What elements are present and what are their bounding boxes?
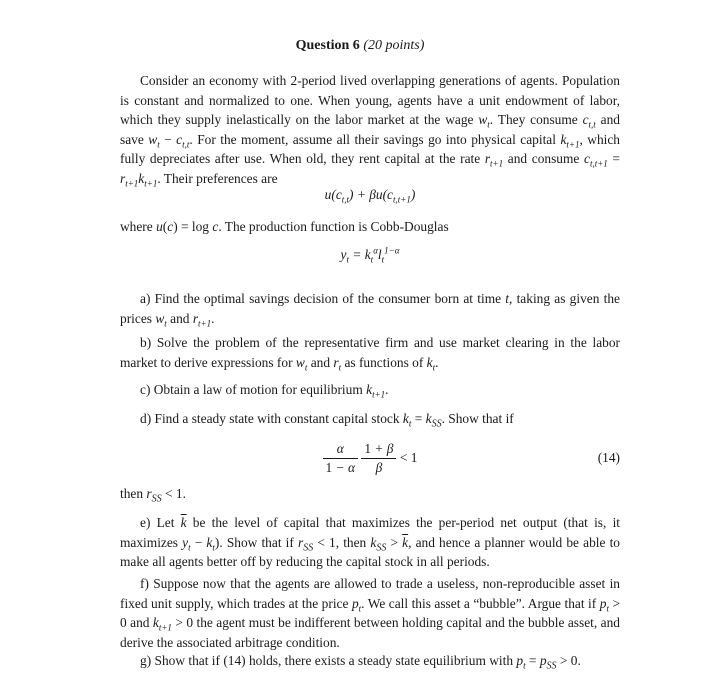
equation-number: (14) xyxy=(597,450,620,465)
intro-text: . For the moment, assume all their savings go into physical capital xyxy=(189,131,561,147)
intro-paragraph: Consider an economy with 2-period lived overlapping generations of agents. Population is constant and normalized to one. When young, agents have a unit endowment of labor, which they supply inelastically on the labor market at the wage $w_t$. They consume $c_{t,t}$ and save $w_t - c_{t,t}$. For the moment, assume all their savings go into physical capital $k_{t+1}$, which fully depreciates after use. When old, they rent capital at the rate $r_{t+1}$ and consume $c_{t,t+1} = r_{t+1}k_{t+1}$. Their preferences are xyxy=(120,73,621,189)
part-c: c) Obtain a law of motion for equilibrium $k_{t+1}$. xyxy=(140,382,389,400)
part-a-text: and xyxy=(166,310,193,326)
part-c-label: c) xyxy=(140,382,151,397)
intro-text: . Their preferences are xyxy=(157,170,278,186)
part-e-text: , and hence a planner would be able to make all agents better off by reducing the capital stock in all periods. xyxy=(120,534,620,570)
part-b-text: and xyxy=(307,354,334,370)
beta-fraction: $\frac{1 + \beta}{\beta}$ xyxy=(361,440,396,477)
question-label: Question 6 xyxy=(295,38,360,53)
alpha-fraction: $\frac{\alpha}{1 - \alpha}$ xyxy=(323,440,358,477)
question-title xyxy=(0,36,720,56)
part-f-text: and xyxy=(126,615,153,631)
part-f-text: the agent must be indifferent between holding capital and the bubble asset, and derive the associated arbitrage condition. xyxy=(120,615,620,650)
then-text-part: . xyxy=(182,486,186,501)
then-text: then $r_{SS} < 1$. xyxy=(120,486,186,505)
part-b-text: as functions of xyxy=(341,354,427,370)
intro-text: , which fully depreciates after use. When old, they rent capital at the rate xyxy=(120,131,620,167)
intro-text: and save xyxy=(120,112,621,147)
part-g-label: g) xyxy=(140,653,152,668)
production-equation: $y_t = k_t^\alpha l_t^{1-\alpha}$ xyxy=(340,245,400,265)
part-e: e) Let $\overline{k}$ be the level of capital that maximizes the per-period net output (that is, it maximizes $y_t - k_t$). Show that if $r_{SS} < 1$, then $k_{SS} > \overline{k}$, and hence a planner would be able to make all agents better off by reducing the capital stock in all periods. xyxy=(120,515,621,570)
condition-equation: $\frac{\alpha}{1 - \alpha}$ $\frac{1 + \beta}{\beta}$ < 1 (14) xyxy=(120,438,620,478)
intro-text: . They consume xyxy=(489,112,583,128)
part-e-text: Let xyxy=(150,515,181,530)
part-a-text: , taking as given the prices xyxy=(120,291,620,326)
part-b-label: b) xyxy=(140,335,152,350)
part-d-text: Find a steady state with constant capital stock xyxy=(151,411,403,426)
part-g: g) Show that if (14) holds, there exists a steady state equilibrium with $p_t = p_{SS} > 0$. xyxy=(140,653,581,672)
part-e-text: ). Show that if xyxy=(214,534,298,550)
part-c-text: Obtain a law of motion for equilibrium xyxy=(150,382,367,397)
then-text-part: then xyxy=(120,486,147,501)
where-text: where xyxy=(120,219,157,234)
part-e-text: be the level of capital that maximizes the per-period net output (that is, it maximizes xyxy=(120,515,621,550)
part-a-text: Find the optimal savings decision of the consumer born at time xyxy=(150,291,506,306)
part-e-label: e) xyxy=(140,515,151,530)
part-c-text: . xyxy=(385,382,389,397)
part-f: f) Suppose now that the agents are allowed to trade a useless, non-reproducible asset in fixed unit supply, which trades at the price $p_t$. We call this asset a “bubble”. Argue that if $p_t > 0$ and $k_{t+1} > 0$ the agent must be indifferent between holding capital and the bubble asset, and derive the associated arbitrage condition. xyxy=(120,576,620,650)
part-b: b) Solve the problem of the representative firm and use market clearing in the labor market to derive expressions for $w_t$ and $r_t$ as functions of $k_t$. xyxy=(120,335,620,373)
part-g-text: . xyxy=(577,653,581,668)
part-d-text: . Show that if xyxy=(441,411,514,426)
utility-equation: $u(c_{t,t}) + \beta u(c_{t,t+1})$ xyxy=(324,187,416,205)
part-d-label: d) xyxy=(140,411,152,426)
part-e-text: , then xyxy=(335,534,371,550)
part-d: d) Find a steady state with constant capital stock $k_t = k_{SS}$. Show that if xyxy=(140,411,514,430)
intro-text: and consume xyxy=(503,151,584,167)
where-paragraph: where u(c) = log c. The production function is Cobb-Douglas xyxy=(120,219,449,234)
part-f-text: Suppose now that the agents are allowed to trade a useless, non-reproducible asset in fixed unit supply, which trades at the price xyxy=(120,576,620,611)
part-g-text: Show that if (14) holds, there exists a steady state equilibrium with xyxy=(151,653,517,668)
part-a: a) Find the optimal savings decision of the consumer born at time t, taking as given the prices $w_t$ and $r_{t+1}$. xyxy=(120,291,620,329)
question-points: (20 points) xyxy=(363,38,425,53)
part-b-text: Solve the problem of the representative firm and use market clearing in the labor market to derive expressions for xyxy=(120,335,620,370)
part-f-label: f) xyxy=(140,576,149,591)
part-a-label: a) xyxy=(140,291,151,306)
part-f-text: . We call this asset a “bubble”. Argue that if xyxy=(361,595,600,611)
part-a-text: . xyxy=(211,310,215,326)
intro-text: Consider an economy with 2-period lived overlapping generations of agents. Population is constant and normalized to one. When young, agents have a unit endowment of labor, which they supply inelastically on the labor market at the wage xyxy=(120,73,620,128)
part-b-text: . xyxy=(435,354,439,370)
where-text: . The production function is Cobb-Douglas xyxy=(218,219,449,234)
